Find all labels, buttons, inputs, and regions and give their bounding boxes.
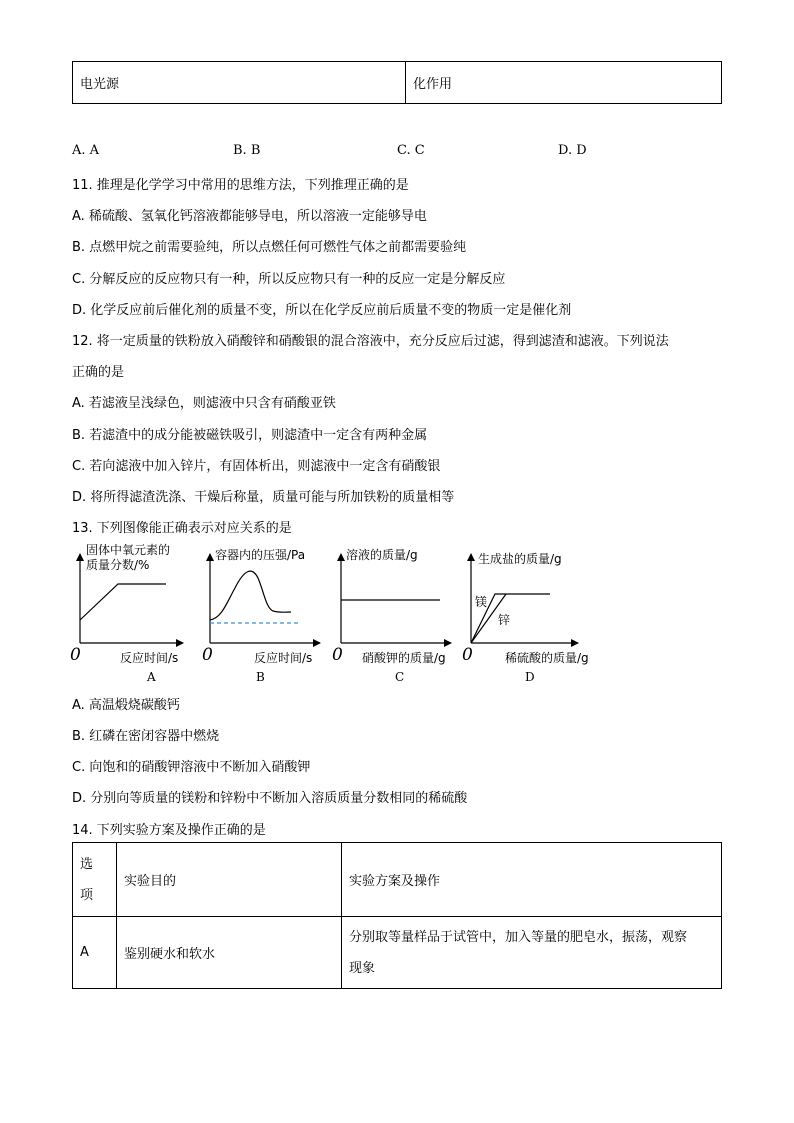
- graph-d-letter: D: [525, 670, 535, 684]
- q10-table: [72, 61, 722, 104]
- q10-option-b: B. B: [233, 143, 261, 158]
- q12-option-d: D. 将所得滤渣洗涤、干燥后称量，质量可能与所加铁粉的质量相等: [72, 490, 455, 505]
- graph-a-letter: A: [147, 670, 156, 684]
- graph-a-ylabel-line-2: 质量分数/%: [86, 558, 150, 572]
- graph-c-letter: C: [395, 670, 405, 684]
- q13-option-c: C. 向饱和的硝酸钾溶液中不断加入硝酸钾: [72, 760, 311, 775]
- q14-row-a-method-line-1: 分别取等量样品于试管中，加入等量的肥皂水，振荡，观察: [349, 929, 688, 945]
- q11-stem: 11. 推理是化学学习中常用的思维方法，下列推理正确的是: [72, 178, 409, 193]
- q13-option-b: B. 红磷在密闭容器中燃烧: [72, 729, 220, 744]
- graph-b-xlabel: 反应时间/s: [254, 651, 313, 665]
- q10-option-a: A. A: [72, 143, 100, 158]
- graph-c-ylabel: 溶液的质量/g: [346, 548, 418, 562]
- graph-b-curve: [210, 571, 291, 620]
- graph-d-origin: 0: [462, 645, 473, 665]
- q12-stem-line-2: 正确的是: [72, 365, 125, 380]
- graph-d-ylabel: 生成盐的质量/g: [478, 552, 562, 566]
- q14-header-option: [73, 843, 117, 917]
- q10-table-cell-2: 化作用: [406, 62, 722, 104]
- q12-stem-line-1: 12. 将一定质量的铁粉放入硝酸锌和硝酸银的混合溶液中，充分反应后过滤，得到滤渣和滤液。下列说法: [72, 334, 669, 349]
- table-row: [73, 917, 722, 989]
- graph-d: [462, 551, 589, 684]
- q14-header-option-line-2: 项: [80, 887, 94, 903]
- graph-b: [202, 547, 320, 684]
- q13-option-d: D. 分别向等质量的镁粉和锌粉中不断加入溶质质量分数相同的稀硫酸: [72, 791, 468, 806]
- graph-c-xlabel: 硝酸钾的质量/g: [362, 651, 446, 665]
- q12-option-b: B. 若滤渣中的成分能被磁铁吸引，则滤渣中一定含有两种金属: [72, 428, 428, 443]
- q14-row-a-method-line-2: 现象: [349, 960, 376, 976]
- q12-option-a: A. 若滤液呈浅绿色，则滤液中只含有硝酸亚铁: [72, 396, 336, 411]
- q11-option-a: A. 稀硫酸、氢氧化钙溶液都能够导电，所以溶液一定能够导电: [72, 209, 427, 224]
- q13-option-a: A. 高温煅烧碳酸钙: [72, 698, 180, 713]
- graph-d-line-label-2: 锌: [498, 613, 511, 627]
- q14-row-a-purpose: 鉴别硬水和软水: [117, 917, 342, 989]
- q14-table: [72, 842, 722, 989]
- q12-option-c: C. 若向滤液中加入锌片，有固体析出，则滤液中一定含有硝酸银: [72, 459, 441, 474]
- q14-row-a-method: [342, 917, 722, 989]
- graph-a-ylabel-line-1: 固体中氧元素的: [86, 543, 171, 557]
- q11-option-b: B. 点燃甲烷之前需要验纯，所以点燃任何可燃性气体之前都需要验纯: [72, 240, 467, 255]
- graph-c-origin: 0: [332, 645, 343, 665]
- q14-header-method: 实验方案及操作: [342, 843, 722, 917]
- graph-a: [70, 542, 183, 684]
- graph-b-origin: 0: [202, 645, 213, 665]
- graph-a-curve: [80, 584, 166, 620]
- q14-stem: 14. 下列实验方案及操作正确的是: [72, 823, 266, 838]
- q11-option-d: D. 化学反应前后催化剂的质量不变，所以在化学反应前后质量不变的物质一定是催化剂: [72, 303, 572, 318]
- graph-d-xlabel: 稀硫酸的质量/g: [505, 651, 589, 665]
- q14-row-a-option: A: [73, 917, 117, 989]
- q11-option-c: C. 分解反应的反应物只有一种，所以反应物只有一种的反应一定是分解反应: [72, 272, 506, 287]
- graph-a-xlabel: 反应时间/s: [120, 651, 179, 665]
- graph-b-ylabel: 容器内的压强/Pa: [215, 548, 306, 562]
- q10-option-c: C. C: [397, 143, 425, 158]
- q10-table-cell-1: 电光源: [73, 62, 406, 104]
- q14-header-option-line-1: 选: [80, 856, 94, 872]
- q14-header-purpose: 实验目的: [117, 843, 342, 917]
- q10-option-d: D. D: [558, 143, 587, 158]
- graph-d-line-label-1: 镁: [475, 595, 488, 609]
- graph-a-origin: 0: [70, 645, 81, 665]
- q13-stem: 13. 下列图像能正确表示对应关系的是: [72, 521, 292, 536]
- q13-graphs: [60, 540, 620, 688]
- graph-c: [332, 547, 451, 684]
- graph-b-letter: B: [256, 670, 265, 684]
